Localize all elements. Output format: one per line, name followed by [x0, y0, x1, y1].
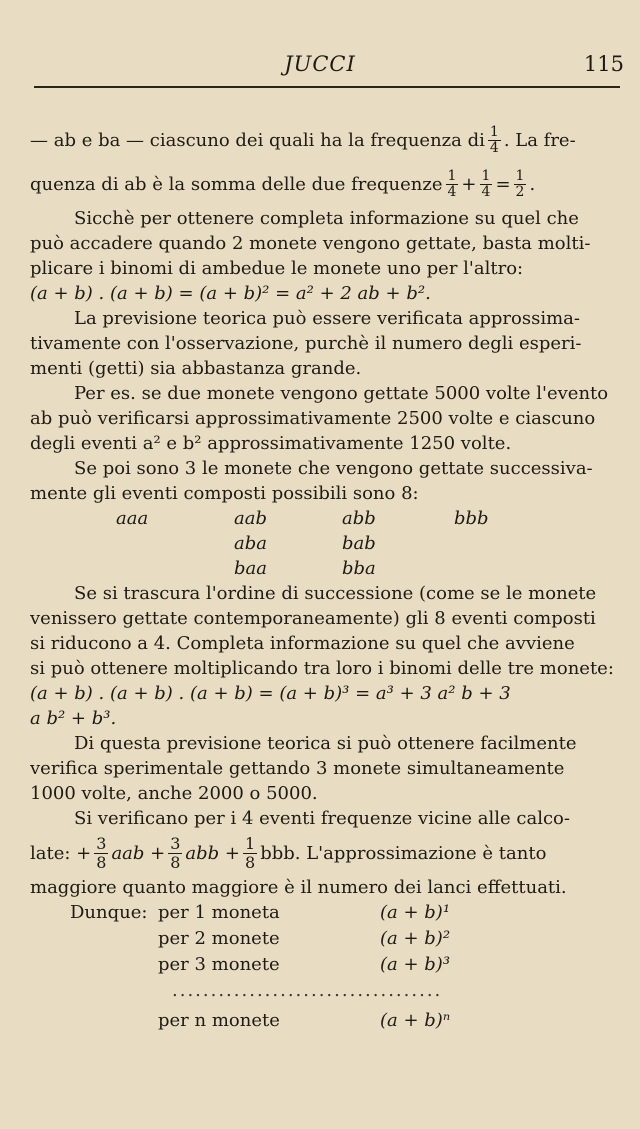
formula-line: a b² + b³.: [30, 708, 117, 729]
text-line: Sicchè per ottenere completa informazione su quel che: [74, 208, 579, 229]
text-segment: — ab e ba — ciascuno dei quali ha la frequenza di: [30, 129, 485, 151]
running-header: [0, 52, 640, 86]
summary-row: [30, 926, 620, 952]
event-cell: aba: [234, 533, 267, 554]
summary-formula: (a + b)³: [380, 954, 451, 975]
fraction: [243, 835, 257, 872]
text-segment: quenza di ab è la somma delle due frequenze: [30, 173, 443, 195]
header-title: JUCCI: [284, 52, 356, 76]
text-segment: . La fre-: [503, 129, 576, 151]
text-line: si può ottenere moltiplicando tra loro i binomi delle tre monete:: [30, 658, 614, 679]
event-cell: bba: [342, 558, 376, 579]
dotted-separator: ...................................: [172, 980, 443, 1001]
fraction: [168, 835, 182, 872]
text-line: si riducono a 4. Completa informazione su quel che avviene: [30, 633, 575, 654]
text-line: [30, 831, 620, 875]
page-number: 115: [583, 52, 624, 76]
formula-line: (a + b) . (a + b) . (a + b) = (a + b)³ = a³ + 3 a² b + 3: [30, 683, 511, 704]
denominator: 8: [245, 852, 256, 872]
plus-sign: +: [461, 173, 477, 195]
summary-row: [30, 900, 620, 926]
text-line: Di questa previsione teorica si può ottenere facilmente: [74, 733, 577, 754]
text-line: ab può verificarsi approssimativamente 2500 volte e ciascuno: [30, 408, 596, 429]
summary-lead: Dunque:: [70, 902, 148, 923]
event-cell: abb: [342, 508, 376, 529]
denominator: 4: [481, 183, 491, 200]
event-cell: aab: [234, 508, 267, 529]
fraction: [446, 169, 459, 200]
summary-formula: (a + b)¹: [380, 902, 451, 923]
event-cell: bab: [342, 533, 376, 554]
summary-row: [30, 1008, 620, 1034]
events-row: [30, 556, 620, 581]
fraction: [514, 169, 527, 200]
event-cell: [116, 556, 234, 581]
numerator: 3: [170, 833, 181, 853]
numerator: 1: [447, 167, 457, 184]
denominator: 8: [96, 852, 107, 872]
denominator: 4: [489, 139, 499, 156]
text-line: Si verificano per i 4 eventi frequenze vicine alle calco-: [74, 808, 570, 829]
text-line: può accadere quando 2 monete vengono gettate, basta molti-: [30, 233, 591, 254]
text-line: La previsione teorica può essere verificata approssima-: [74, 308, 580, 329]
equals-sign: =: [495, 173, 511, 195]
summary-formula: (a + b)²: [380, 928, 451, 949]
text-line: 1000 volte, anche 2000 o 5000.: [30, 783, 318, 804]
fraction: [480, 169, 493, 200]
event-cell: aaa: [116, 508, 149, 529]
text-segment: late: +: [30, 842, 92, 864]
event-cell: bbb: [454, 508, 489, 529]
summary-label: per n monete: [158, 1010, 280, 1031]
text-segment: aab +: [111, 842, 166, 864]
event-cell: baa: [234, 558, 267, 579]
numerator: 1: [489, 123, 499, 140]
text-line: Se poi sono 3 le monete che vengono gettate successiva-: [74, 458, 593, 479]
event-cell: [116, 531, 234, 556]
events-row: [30, 506, 620, 531]
summary-label: per 1 moneta: [158, 902, 280, 923]
text-line: Per es. se due monete vengono gettate 5000 volte l'evento: [74, 383, 609, 404]
text-line: tivamente con l'osservazione, purchè il numero degli esperi-: [30, 333, 582, 354]
text-line: plicare i binomi di ambedue le monete uno per l'altro:: [30, 258, 524, 279]
formula-line: (a + b) . (a + b) = (a + b)² = a² + 2 ab + b².: [30, 283, 431, 304]
text-segment: abb +: [185, 842, 241, 864]
text-line: [30, 162, 620, 206]
numerator: 1: [481, 167, 491, 184]
events-row: [30, 531, 620, 556]
text-line: venissero gettate contemporaneamente) gli 8 eventi composti: [30, 608, 596, 629]
summary-row: [30, 952, 620, 978]
text-line: maggiore quanto maggiore è il numero dei lanci effettuati.: [30, 877, 567, 898]
fraction: [488, 125, 501, 156]
header-rule: [34, 86, 620, 88]
period: .: [529, 173, 536, 195]
text-line: menti (getti) sia abbastanza grande.: [30, 358, 362, 379]
text-line: mente gli eventi composti possibili sono 8:: [30, 483, 419, 504]
denominator: 2: [515, 183, 525, 200]
fraction: [94, 835, 108, 872]
denominator: 4: [447, 183, 457, 200]
event-cell: [454, 556, 554, 581]
event-cell: [454, 531, 554, 556]
denominator: 8: [170, 852, 181, 872]
numerator: 1: [245, 833, 256, 853]
text-segment: bbb. L'approssimazione è tanto: [260, 842, 547, 864]
summary-label: per 2 monete: [158, 928, 280, 949]
page-body: [30, 118, 620, 1034]
text-line: verifica sperimentale gettando 3 monete simultaneamente: [30, 758, 565, 779]
numerator: 3: [96, 833, 107, 853]
text-line: Se si trascura l'ordine di successione (come se le monete: [74, 583, 597, 604]
summary-label: per 3 monete: [158, 954, 280, 975]
summary-formula: (a + b)ⁿ: [380, 1010, 451, 1031]
numerator: 1: [515, 167, 525, 184]
text-line: degli eventi a² e b² approssimativamente 1250 volte.: [30, 433, 512, 454]
text-line: [30, 118, 620, 162]
